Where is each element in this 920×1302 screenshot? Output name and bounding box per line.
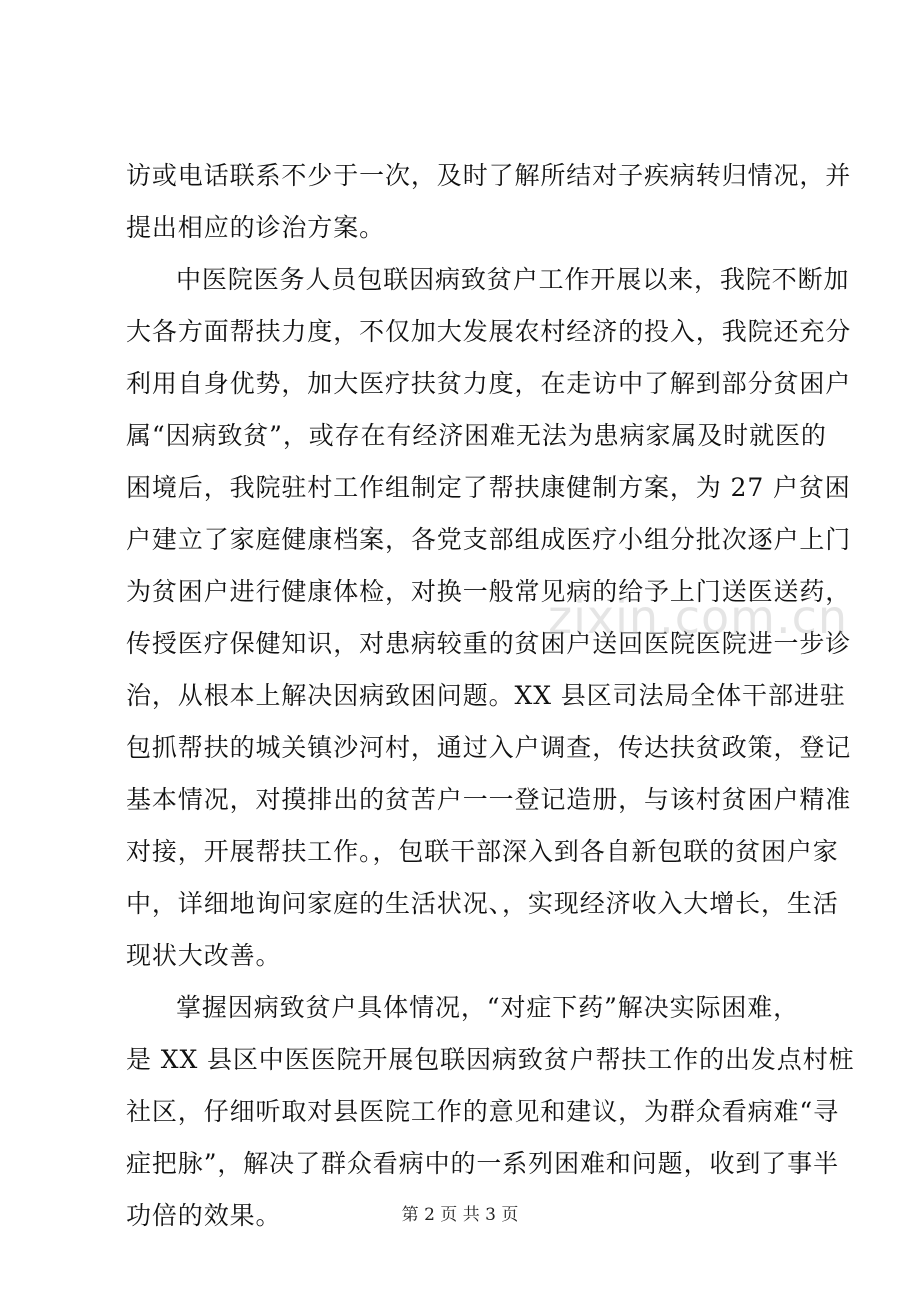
text-line: 访或电话联系不少于一次，及时了解所结对子疾病转归情况，并 bbox=[126, 161, 852, 190]
text-line: 大各方面帮扶力度，不仅加大发展农村经济的投入，我院还充分 bbox=[126, 317, 852, 346]
text-line: 传授医疗保健知识，对患病较重的贫困户送回医院医院进一步诊 bbox=[126, 629, 852, 658]
text-line: 症把脉”，解决了群众看病中的一系列困难和问题，收到了事半 bbox=[126, 1149, 839, 1178]
text-line: 困境后，我院驻村工作组制定了帮扶康健制方案，为 27 户贫困 bbox=[126, 473, 851, 502]
text-line: 利用自身优势，加大医疗扶贫力度，在走访中了解到部分贫困户 bbox=[126, 369, 852, 398]
paragraph-start-line: 掌握因病致贫户具体情况，“对症下药”解决实际困难， bbox=[176, 993, 800, 1022]
text-line: 提出相应的诊治方案。 bbox=[126, 213, 386, 242]
text-line: 功倍的效果。 bbox=[126, 1201, 282, 1230]
text-line: 属“因病致贫”，或存在有经济困难无法为患病家属及时就医的 bbox=[126, 421, 827, 450]
text-line: 中，详细地询问家庭的生活状况、，实现经济收入大增长，生活 bbox=[126, 889, 839, 918]
page-number-footer: 第 2 页 共 3 页 bbox=[401, 1205, 519, 1225]
watermark: zixin.com.cn bbox=[548, 590, 849, 644]
text-line: 现状大改善。 bbox=[126, 941, 282, 970]
text-line: 为贫困户进行健康体检，对换一般常见病的给予上门送医送药， bbox=[126, 577, 852, 606]
text-line: 治，从根本上解决因病致困问题。XX 县区司法局全体干部进驻 bbox=[126, 681, 846, 710]
text-line: 社区，仔细听取对县医院工作的意见和建议，为群众看病难“寻 bbox=[126, 1097, 839, 1126]
text-line: 包抓帮扶的城关镇沙河村，通过入户调查，传达扶贫政策，登记 bbox=[126, 733, 852, 762]
paragraph-start-line: 中医院医务人员包联因病致贫户工作开展以来，我院不断加 bbox=[176, 265, 850, 294]
text-line: 户建立了家庭健康档案，各党支部组成医疗小组分批次逐户上门 bbox=[126, 525, 852, 554]
text-line: 基本情况，对摸排出的贫苦户一一登记造册，与该村贫困户精准 bbox=[126, 785, 852, 814]
body-text bbox=[126, 150, 855, 1242]
text-line: 是 XX 县区中医医院开展包联因病致贫户帮扶工作的出发点村桩 bbox=[126, 1045, 855, 1074]
text-line: 对接，开展帮扶工作。，包联干部深入到各自新包联的贫困户家 bbox=[126, 837, 839, 866]
